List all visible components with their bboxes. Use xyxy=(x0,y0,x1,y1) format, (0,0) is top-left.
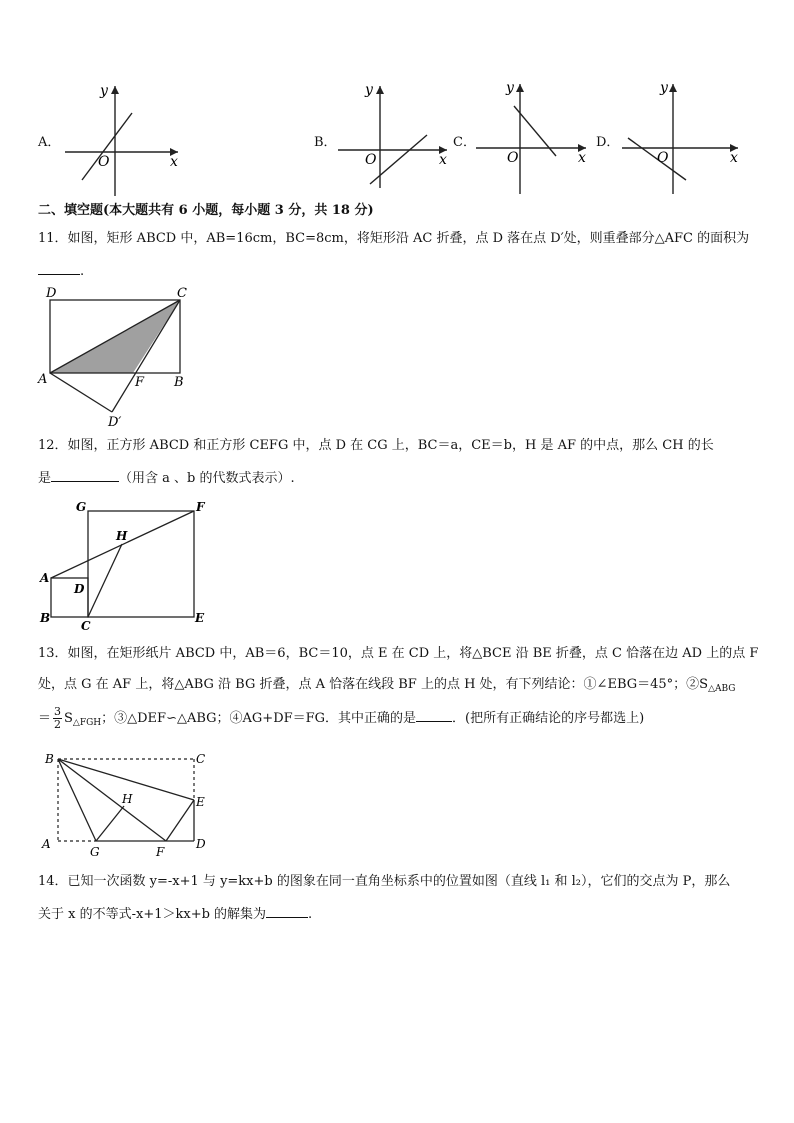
y-axis-label: y xyxy=(506,80,514,96)
option-a-graph xyxy=(60,80,190,198)
answer-blank[interactable] xyxy=(266,903,308,918)
svg-text:D: D xyxy=(196,837,206,851)
answer-blank[interactable] xyxy=(51,467,119,482)
svg-text:B: B xyxy=(45,752,54,766)
y-axis-label: y xyxy=(365,82,373,98)
origin-label: O xyxy=(657,150,669,166)
q12-figure xyxy=(36,496,216,634)
q13-figure xyxy=(38,748,218,860)
option-b-graph xyxy=(335,80,455,190)
section-title: 二、填空题(本大题共有 6 小题，每小题 3 分，共 18 分) xyxy=(38,203,374,218)
x-axis-label: x xyxy=(578,150,586,166)
q14-text-line1: 14．已知一次函数 y=-x+1 与 y=kx+b 的图象在同一直角坐标系中的位置如图（直线 l₁ 和 l₂），它们的交点为 P，那么 xyxy=(38,874,731,889)
svg-text:F: F xyxy=(135,375,145,390)
answer-blank[interactable] xyxy=(38,260,80,275)
x-axis-label: x xyxy=(730,150,738,166)
y-axis-label: y xyxy=(660,80,668,96)
svg-text:G: G xyxy=(90,845,100,859)
option-b-label: B． xyxy=(314,135,337,150)
svg-text:A: A xyxy=(40,571,50,585)
q12-text-line2: 是 （用含 a 、b 的代数式表示）. xyxy=(38,467,295,489)
y-axis-label: y xyxy=(100,83,108,99)
origin-label: O xyxy=(507,150,519,166)
svg-text:E: E xyxy=(195,611,205,625)
q11-text-line1: 11．如图，矩形 ABCD 中，AB=16cm，BC=8cm，将矩形沿 AC 折叠，点 D 落在点 D′处，则重叠部分△AFC 的面积为 xyxy=(38,231,750,246)
svg-text:F: F xyxy=(196,500,205,514)
option-c-graph xyxy=(474,78,594,196)
origin-label: O xyxy=(98,154,110,170)
svg-text:H: H xyxy=(116,529,128,543)
q13-text-line1: 13．如图，在矩形纸片 ABCD 中，AB＝6，BC＝10，点 E 在 CD 上，将△BCE 沿 BE 折叠，点 C 恰落在边 AD 上的点 F xyxy=(38,646,759,661)
origin-label: O xyxy=(365,152,377,168)
svg-text:C: C xyxy=(81,619,91,633)
option-d-graph xyxy=(620,78,746,196)
x-axis-label: x xyxy=(439,152,447,168)
svg-text:D: D xyxy=(74,582,85,596)
svg-text:F: F xyxy=(156,845,165,859)
option-c-label: C． xyxy=(453,135,476,150)
q12-text-line1: 12．如图，正方形 ABCD 和正方形 CEFG 中，点 D 在 CG 上，BC＝a，CE＝b，H 是 AF 的中点，那么 CH 的长 xyxy=(38,438,714,453)
q11-figure xyxy=(36,284,206,430)
svg-text:G: G xyxy=(76,500,87,514)
svg-text:B: B xyxy=(40,611,51,625)
svg-text:C: C xyxy=(177,286,187,301)
svg-text:H: H xyxy=(122,792,133,806)
x-axis-label: x xyxy=(170,154,178,170)
q13-text-line2: 处，点 G 在 AF 上，将△ABG 沿 BG 折叠，点 A 恰落在线段 BF 上的点 H 处，有下列结论：①∠EBG＝45°；$②S_{\triangle ABG}$ xyxy=(38,677,736,694)
q11-text-line2: . xyxy=(38,260,84,282)
svg-text:D: D xyxy=(46,286,57,301)
svg-text:B: B xyxy=(174,375,184,390)
option-a-label: A． xyxy=(38,135,61,150)
svg-text:D′: D′ xyxy=(108,415,122,430)
q14-text-line2: 关于 x 的不等式-x+1＞kx+b 的解集为 . xyxy=(38,903,312,925)
option-d-label: D． xyxy=(596,135,620,150)
q13-text-line3: ＝ $\frac{3}{2}$ $S_{\triangle FGH}$；③△DEF∽△ABG；④AG+DF＝FG．其中正确的是 ．(把所有正确结论的序号都选上) xyxy=(38,705,645,731)
answer-blank[interactable] xyxy=(416,707,452,722)
svg-text:A: A xyxy=(42,837,51,851)
svg-text:E: E xyxy=(196,795,205,809)
fraction: $\frac{3}{2}$ xyxy=(54,705,62,731)
svg-text:A: A xyxy=(38,372,48,387)
svg-text:C: C xyxy=(196,752,206,766)
